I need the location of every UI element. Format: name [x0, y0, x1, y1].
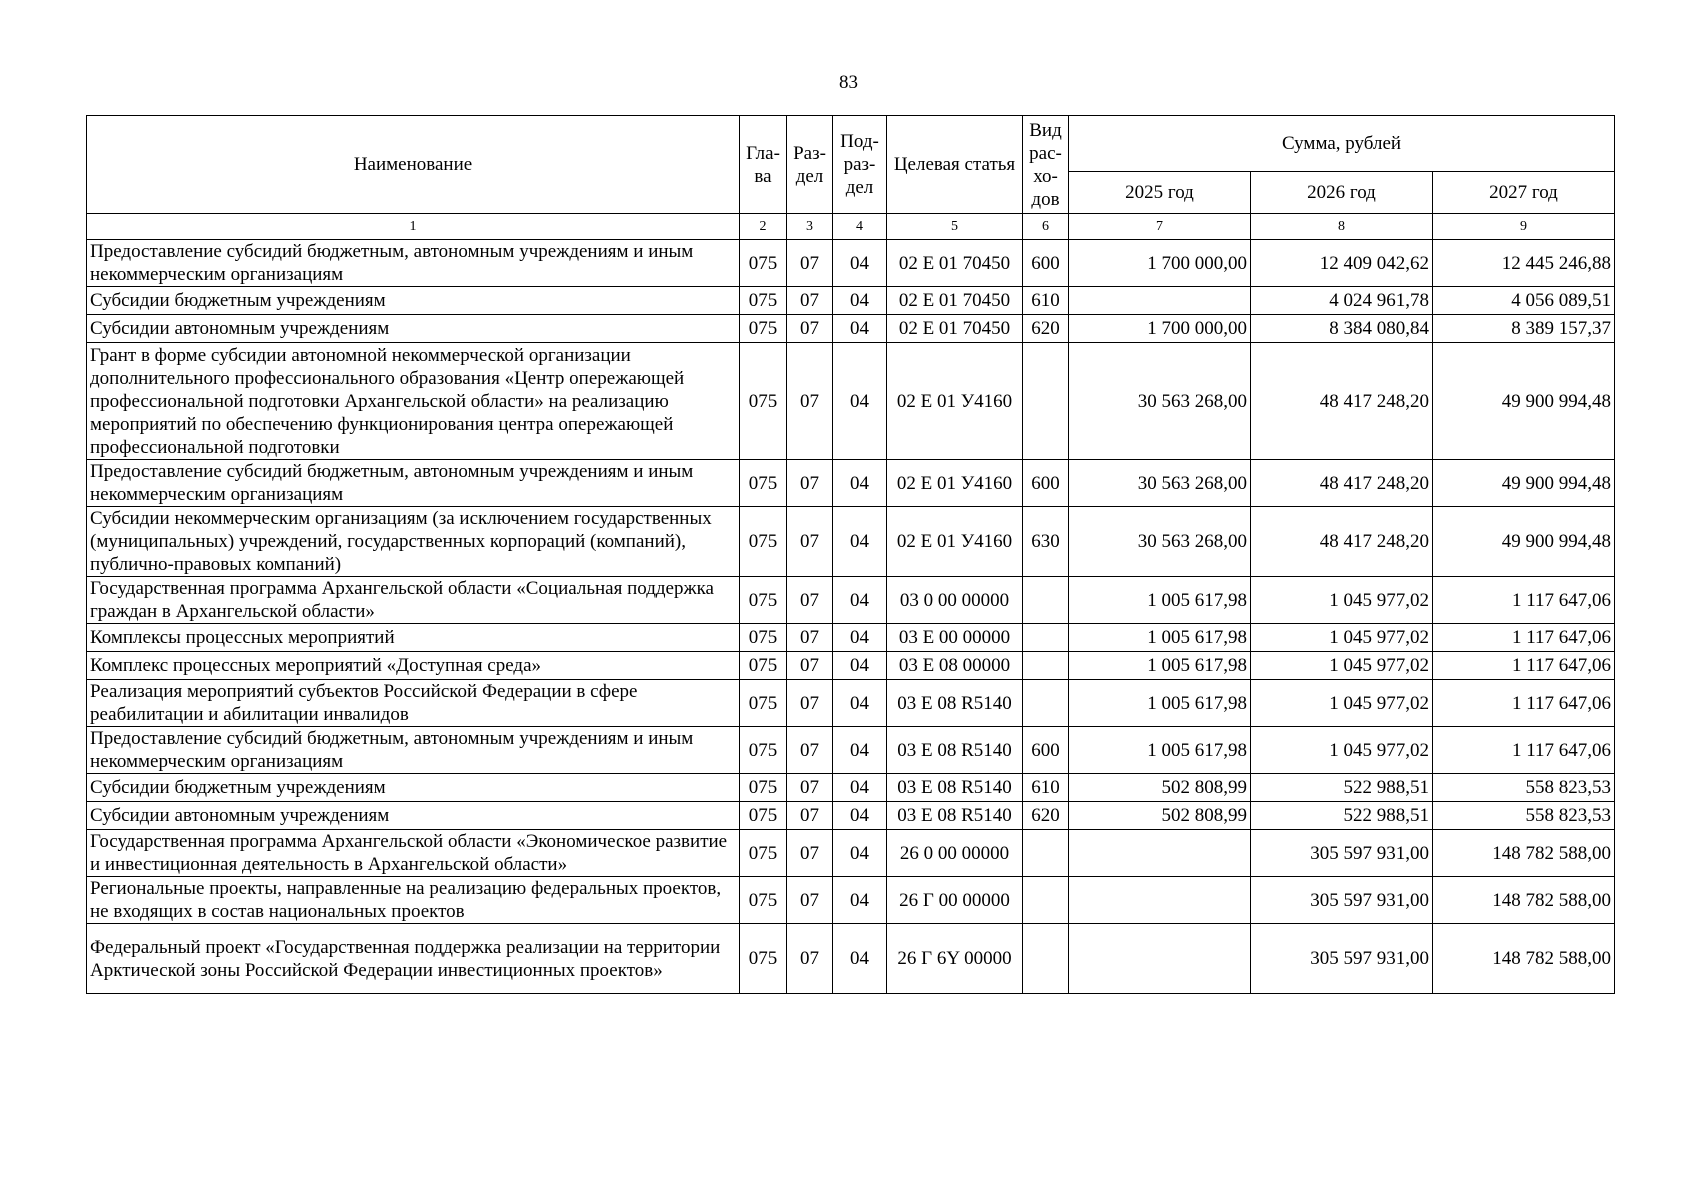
row-expense-type — [1023, 680, 1069, 727]
row-name: Субсидии бюджетным учреждениям — [87, 774, 740, 802]
row-sum-2025: 30 563 268,00 — [1069, 343, 1251, 460]
row-sum-2025 — [1069, 924, 1251, 994]
column-number: 8 — [1251, 214, 1433, 240]
row-razdel: 07 — [787, 315, 833, 343]
row-glava: 075 — [740, 830, 787, 877]
row-target-article: 03 0 00 00000 — [887, 577, 1023, 624]
row-expense-type: 610 — [1023, 287, 1069, 315]
row-sum-2025 — [1069, 877, 1251, 924]
row-name: Субсидии автономным учреждениям — [87, 315, 740, 343]
row-sum-2025 — [1069, 830, 1251, 877]
row-expense-type: 630 — [1023, 507, 1069, 577]
row-glava: 075 — [740, 624, 787, 652]
row-razdel: 07 — [787, 460, 833, 507]
row-sum-2025: 502 808,99 — [1069, 802, 1251, 830]
row-name: Предоставление субсидий бюджетным, автономным учреждениям и иным некоммерческим организациям — [87, 727, 740, 774]
row-sum-2027: 148 782 588,00 — [1433, 877, 1615, 924]
row-sum-2025: 30 563 268,00 — [1069, 460, 1251, 507]
column-number: 3 — [787, 214, 833, 240]
row-glava: 075 — [740, 680, 787, 727]
row-sum-2027: 12 445 246,88 — [1433, 240, 1615, 287]
row-sum-2025: 1 005 617,98 — [1069, 624, 1251, 652]
row-target-article: 03 Е 08 00000 — [887, 652, 1023, 680]
row-sum-2025: 1 005 617,98 — [1069, 652, 1251, 680]
row-expense-type: 620 — [1023, 315, 1069, 343]
row-target-article: 03 Е 08 R5140 — [887, 802, 1023, 830]
table-row — [87, 680, 1615, 727]
row-sum-2027: 1 117 647,06 — [1433, 727, 1615, 774]
row-podrazdel: 04 — [833, 460, 887, 507]
column-number: 4 — [833, 214, 887, 240]
row-expense-type — [1023, 877, 1069, 924]
table-row — [87, 830, 1615, 877]
row-podrazdel: 04 — [833, 507, 887, 577]
row-sum-2027: 49 900 994,48 — [1433, 343, 1615, 460]
row-sum-2026: 48 417 248,20 — [1251, 507, 1433, 577]
row-glava: 075 — [740, 774, 787, 802]
row-razdel: 07 — [787, 877, 833, 924]
table-row — [87, 624, 1615, 652]
row-name: Реализация мероприятий субъектов Российской Федерации в сфере реабилитации и абилитации инвалидов — [87, 680, 740, 727]
row-podrazdel: 04 — [833, 774, 887, 802]
row-expense-type — [1023, 343, 1069, 460]
row-sum-2026: 1 045 977,02 — [1251, 652, 1433, 680]
table-row — [87, 460, 1615, 507]
row-razdel: 07 — [787, 343, 833, 460]
row-target-article: 02 Е 01 У4160 — [887, 343, 1023, 460]
header-name: Наименование — [87, 116, 740, 214]
table-row — [87, 507, 1615, 577]
row-sum-2026: 305 597 931,00 — [1251, 877, 1433, 924]
row-glava: 075 — [740, 240, 787, 287]
row-razdel: 07 — [787, 287, 833, 315]
row-sum-2027: 49 900 994,48 — [1433, 507, 1615, 577]
row-glava: 075 — [740, 877, 787, 924]
row-expense-type — [1023, 924, 1069, 994]
row-sum-2025: 1 700 000,00 — [1069, 240, 1251, 287]
row-glava: 075 — [740, 460, 787, 507]
row-expense-type — [1023, 624, 1069, 652]
row-sum-2026: 48 417 248,20 — [1251, 460, 1433, 507]
row-podrazdel: 04 — [833, 924, 887, 994]
row-sum-2027: 148 782 588,00 — [1433, 830, 1615, 877]
row-sum-2027: 148 782 588,00 — [1433, 924, 1615, 994]
row-glava: 075 — [740, 802, 787, 830]
row-podrazdel: 04 — [833, 577, 887, 624]
row-razdel: 07 — [787, 774, 833, 802]
header-year-2025: 2025 год — [1069, 172, 1251, 214]
row-glava: 075 — [740, 343, 787, 460]
row-sum-2026: 1 045 977,02 — [1251, 624, 1433, 652]
row-sum-2026: 1 045 977,02 — [1251, 577, 1433, 624]
row-name: Субсидии бюджетным учреждениям — [87, 287, 740, 315]
row-podrazdel: 04 — [833, 652, 887, 680]
row-sum-2026: 1 045 977,02 — [1251, 680, 1433, 727]
table-row — [87, 774, 1615, 802]
row-expense-type: 610 — [1023, 774, 1069, 802]
row-expense-type: 600 — [1023, 460, 1069, 507]
row-sum-2026: 12 409 042,62 — [1251, 240, 1433, 287]
row-name: Комплекс процессных мероприятий «Доступная среда» — [87, 652, 740, 680]
row-target-article: 02 Е 01 70450 — [887, 240, 1023, 287]
table-row — [87, 315, 1615, 343]
row-razdel: 07 — [787, 802, 833, 830]
row-sum-2026: 305 597 931,00 — [1251, 924, 1433, 994]
row-expense-type: 600 — [1023, 727, 1069, 774]
row-podrazdel: 04 — [833, 343, 887, 460]
row-podrazdel: 04 — [833, 287, 887, 315]
header-target-article: Целевая статья — [887, 116, 1023, 214]
row-name: Субсидии автономным учреждениям — [87, 802, 740, 830]
row-sum-2025: 1 700 000,00 — [1069, 315, 1251, 343]
column-number: 6 — [1023, 214, 1069, 240]
row-sum-2027: 1 117 647,06 — [1433, 680, 1615, 727]
row-sum-2027: 1 117 647,06 — [1433, 652, 1615, 680]
table-row — [87, 652, 1615, 680]
row-expense-type — [1023, 577, 1069, 624]
row-podrazdel: 04 — [833, 315, 887, 343]
row-razdel: 07 — [787, 727, 833, 774]
column-number-row — [87, 214, 1615, 240]
row-target-article: 03 Е 08 R5140 — [887, 727, 1023, 774]
row-sum-2026: 522 988,51 — [1251, 774, 1433, 802]
row-glava: 075 — [740, 287, 787, 315]
row-sum-2025: 30 563 268,00 — [1069, 507, 1251, 577]
column-number: 9 — [1433, 214, 1615, 240]
row-sum-2025: 1 005 617,98 — [1069, 680, 1251, 727]
row-podrazdel: 04 — [833, 680, 887, 727]
row-target-article: 26 Г 6Y 00000 — [887, 924, 1023, 994]
row-name: Государственная программа Архангельской области «Экономическое развитие и инвестиционная деятельность в Архангельской области» — [87, 830, 740, 877]
row-sum-2025 — [1069, 287, 1251, 315]
row-glava: 075 — [740, 315, 787, 343]
row-name: Грант в форме субсидии автономной некоммерческой организации дополнительного профессионального образования «Центр опережающей профессиональной подготовки Архангельской области» на реализацию мероприятий по обеспечению функционирования центра опережающей профессиональной подготовки — [87, 343, 740, 460]
row-name: Предоставление субсидий бюджетным, автономным учреждениям и иным некоммерческим организациям — [87, 240, 740, 287]
row-glava: 075 — [740, 507, 787, 577]
row-sum-2027: 8 389 157,37 — [1433, 315, 1615, 343]
row-target-article: 02 Е 01 70450 — [887, 287, 1023, 315]
row-podrazdel: 04 — [833, 240, 887, 287]
header-year-2026: 2026 год — [1251, 172, 1433, 214]
row-sum-2025: 1 005 617,98 — [1069, 577, 1251, 624]
row-target-article: 03 Е 08 R5140 — [887, 774, 1023, 802]
header-expense-type: Вид рас-хо-дов — [1023, 116, 1069, 214]
column-number: 7 — [1069, 214, 1251, 240]
row-name: Субсидии некоммерческим организациям (за исключением государственных (муниципальных) учреждений, государственных корпораций (компаний), публично-правовых компаний) — [87, 507, 740, 577]
table-row — [87, 877, 1615, 924]
row-sum-2026: 4 024 961,78 — [1251, 287, 1433, 315]
row-target-article: 03 Е 08 R5140 — [887, 680, 1023, 727]
row-razdel: 07 — [787, 624, 833, 652]
table-row — [87, 240, 1615, 287]
row-podrazdel: 04 — [833, 877, 887, 924]
row-razdel: 07 — [787, 830, 833, 877]
row-sum-2027: 1 117 647,06 — [1433, 577, 1615, 624]
row-sum-2026: 305 597 931,00 — [1251, 830, 1433, 877]
header-podrazdel: Под-раз-дел — [833, 116, 887, 214]
row-razdel: 07 — [787, 507, 833, 577]
row-razdel: 07 — [787, 924, 833, 994]
row-name: Предоставление субсидий бюджетным, автономным учреждениям и иным некоммерческим организациям — [87, 460, 740, 507]
row-sum-2027: 49 900 994,48 — [1433, 460, 1615, 507]
row-sum-2026: 1 045 977,02 — [1251, 727, 1433, 774]
row-podrazdel: 04 — [833, 624, 887, 652]
header-sum: Сумма, рублей — [1069, 116, 1615, 172]
row-glava: 075 — [740, 924, 787, 994]
row-glava: 075 — [740, 727, 787, 774]
row-podrazdel: 04 — [833, 830, 887, 877]
row-sum-2027: 1 117 647,06 — [1433, 624, 1615, 652]
row-razdel: 07 — [787, 652, 833, 680]
row-target-article: 02 Е 01 У4160 — [887, 460, 1023, 507]
row-razdel: 07 — [787, 680, 833, 727]
row-podrazdel: 04 — [833, 727, 887, 774]
row-name: Комплексы процессных мероприятий — [87, 624, 740, 652]
row-expense-type: 600 — [1023, 240, 1069, 287]
row-expense-type — [1023, 830, 1069, 877]
row-target-article: 03 Е 00 00000 — [887, 624, 1023, 652]
header-razdel: Раз-дел — [787, 116, 833, 214]
table-row — [87, 924, 1615, 994]
row-expense-type — [1023, 652, 1069, 680]
row-podrazdel: 04 — [833, 802, 887, 830]
budget-table — [86, 115, 1615, 994]
row-name: Федеральный проект «Государственная поддержка реализации на территории Арктической зоны Российской Федерации инвестиционных проектов» — [87, 924, 740, 994]
table-row — [87, 802, 1615, 830]
table-row — [87, 577, 1615, 624]
table-row — [87, 727, 1615, 774]
header-glava: Гла-ва — [740, 116, 787, 214]
page-number: 83 — [839, 72, 858, 93]
column-number: 2 — [740, 214, 787, 240]
row-sum-2027: 558 823,53 — [1433, 774, 1615, 802]
row-sum-2026: 48 417 248,20 — [1251, 343, 1433, 460]
row-razdel: 07 — [787, 577, 833, 624]
table-row — [87, 287, 1615, 315]
table-row — [87, 343, 1615, 460]
row-sum-2025: 502 808,99 — [1069, 774, 1251, 802]
header-year-2027: 2027 год — [1433, 172, 1615, 214]
row-razdel: 07 — [787, 240, 833, 287]
row-glava: 075 — [740, 577, 787, 624]
row-target-article: 02 Е 01 У4160 — [887, 507, 1023, 577]
row-expense-type: 620 — [1023, 802, 1069, 830]
row-name: Государственная программа Архангельской области «Социальная поддержка граждан в Архангельской области» — [87, 577, 740, 624]
column-number: 1 — [87, 214, 740, 240]
row-sum-2027: 558 823,53 — [1433, 802, 1615, 830]
row-sum-2027: 4 056 089,51 — [1433, 287, 1615, 315]
row-target-article: 26 0 00 00000 — [887, 830, 1023, 877]
row-sum-2026: 8 384 080,84 — [1251, 315, 1433, 343]
row-target-article: 02 Е 01 70450 — [887, 315, 1023, 343]
row-name: Региональные проекты, направленные на реализацию федеральных проектов, не входящих в состав национальных проектов — [87, 877, 740, 924]
row-sum-2025: 1 005 617,98 — [1069, 727, 1251, 774]
row-sum-2026: 522 988,51 — [1251, 802, 1433, 830]
row-glava: 075 — [740, 652, 787, 680]
row-target-article: 26 Г 00 00000 — [887, 877, 1023, 924]
column-number: 5 — [887, 214, 1023, 240]
